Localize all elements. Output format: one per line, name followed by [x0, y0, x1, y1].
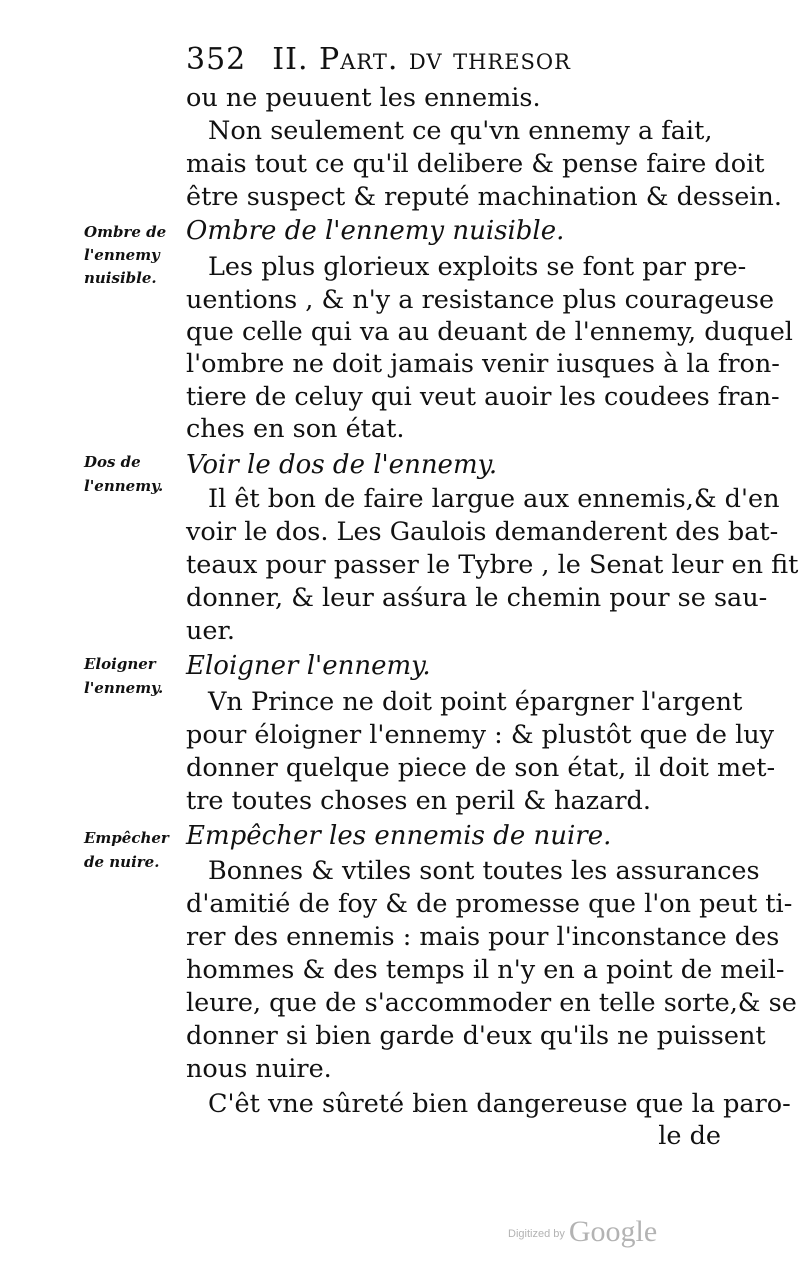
text-line: Non seulement ce qu'vn ennemy a fait,: [208, 116, 713, 146]
digitized-watermark: [508, 1215, 657, 1249]
text-line: hommes & des temps il n'y en a point de meil-: [186, 955, 785, 985]
text-line: uentions , & n'y a resistance plus courageuse: [186, 285, 775, 315]
margin-note: l'ennemy: [84, 246, 160, 264]
text-line: voir le dos. Les Gaulois demanderent des bat-: [186, 517, 779, 547]
text-line: Les plus glorieux exploits se font par pre-: [208, 252, 747, 282]
text-line: ches en son état.: [186, 414, 405, 444]
margin-note: Ombre de: [84, 223, 167, 241]
text-line: mais tout ce qu'il delibere & pense faire doit: [186, 149, 765, 179]
margin-note: de nuire.: [84, 853, 160, 871]
text-line: pour éloigner l'ennemy : & plustôt que de luy: [186, 720, 775, 750]
margin-note: Dos de: [84, 453, 141, 471]
text-line: teaux pour passer le Tybre , le Senat leur en fit: [186, 550, 799, 580]
google-logo: Google: [568, 1215, 658, 1248]
running-header: [186, 42, 571, 77]
margin-note: nuisible.: [84, 269, 157, 287]
section-heading: Voir le dos de l'ennemy.: [186, 450, 498, 480]
margin-note: l'ennemy.: [84, 679, 164, 697]
text-line: Bonnes & vtiles sont toutes les assurances: [208, 856, 760, 886]
section-heading: Ombre de l'ennemy nuisible.: [186, 216, 565, 246]
catchword: le de: [658, 1121, 721, 1151]
page-number: 352: [186, 42, 247, 77]
margin-note: Empêcher: [84, 829, 169, 847]
text-line: donner si bien garde d'eux qu'ils ne puissent: [186, 1021, 766, 1051]
watermark-prefix: Digitized by: [508, 1228, 565, 1240]
text-line: tre toutes choses en peril & hazard.: [186, 786, 651, 816]
text-line: donner quelque piece de son état, il doit met-: [186, 753, 776, 783]
text-line: leure, que de s'accommoder en telle sorte,& se: [186, 988, 797, 1018]
text-line: l'ombre ne doit jamais venir iusques à la fron-: [186, 349, 780, 379]
text-line: Il êt bon de faire largue aux ennemis,& d'en: [208, 484, 780, 514]
text-line: nous nuire.: [186, 1054, 332, 1084]
running-title: II. Part. dv thresor: [272, 42, 571, 77]
text-line: d'amitié de foy & de promesse que l'on peut ti-: [186, 889, 793, 919]
text-line: que celle qui va au deuant de l'ennemy, duquel: [186, 317, 793, 347]
section-heading: Empêcher les ennemis de nuire.: [186, 821, 612, 851]
margin-note: Eloigner: [84, 655, 156, 673]
margin-note: l'ennemy.: [84, 477, 164, 495]
section-heading: Eloigner l'ennemy.: [186, 651, 431, 681]
text-line: donner, & leur asśura le chemin pour se sau-: [186, 583, 768, 613]
text-line: tiere de celuy qui veut auoir les coudees fran-: [186, 382, 780, 412]
text-line: C'êt vne sûreté bien dangereuse que la paro-: [208, 1089, 791, 1119]
text-line: Vn Prince ne doit point épargner l'argent: [208, 687, 743, 717]
text-line: ou ne peuuent les ennemis.: [186, 83, 541, 113]
text-line: être suspect & reputé machination & dessein.: [186, 182, 782, 212]
text-line: uer.: [186, 616, 236, 646]
text-line: rer des ennemis : mais pour l'inconstance des: [186, 922, 780, 952]
